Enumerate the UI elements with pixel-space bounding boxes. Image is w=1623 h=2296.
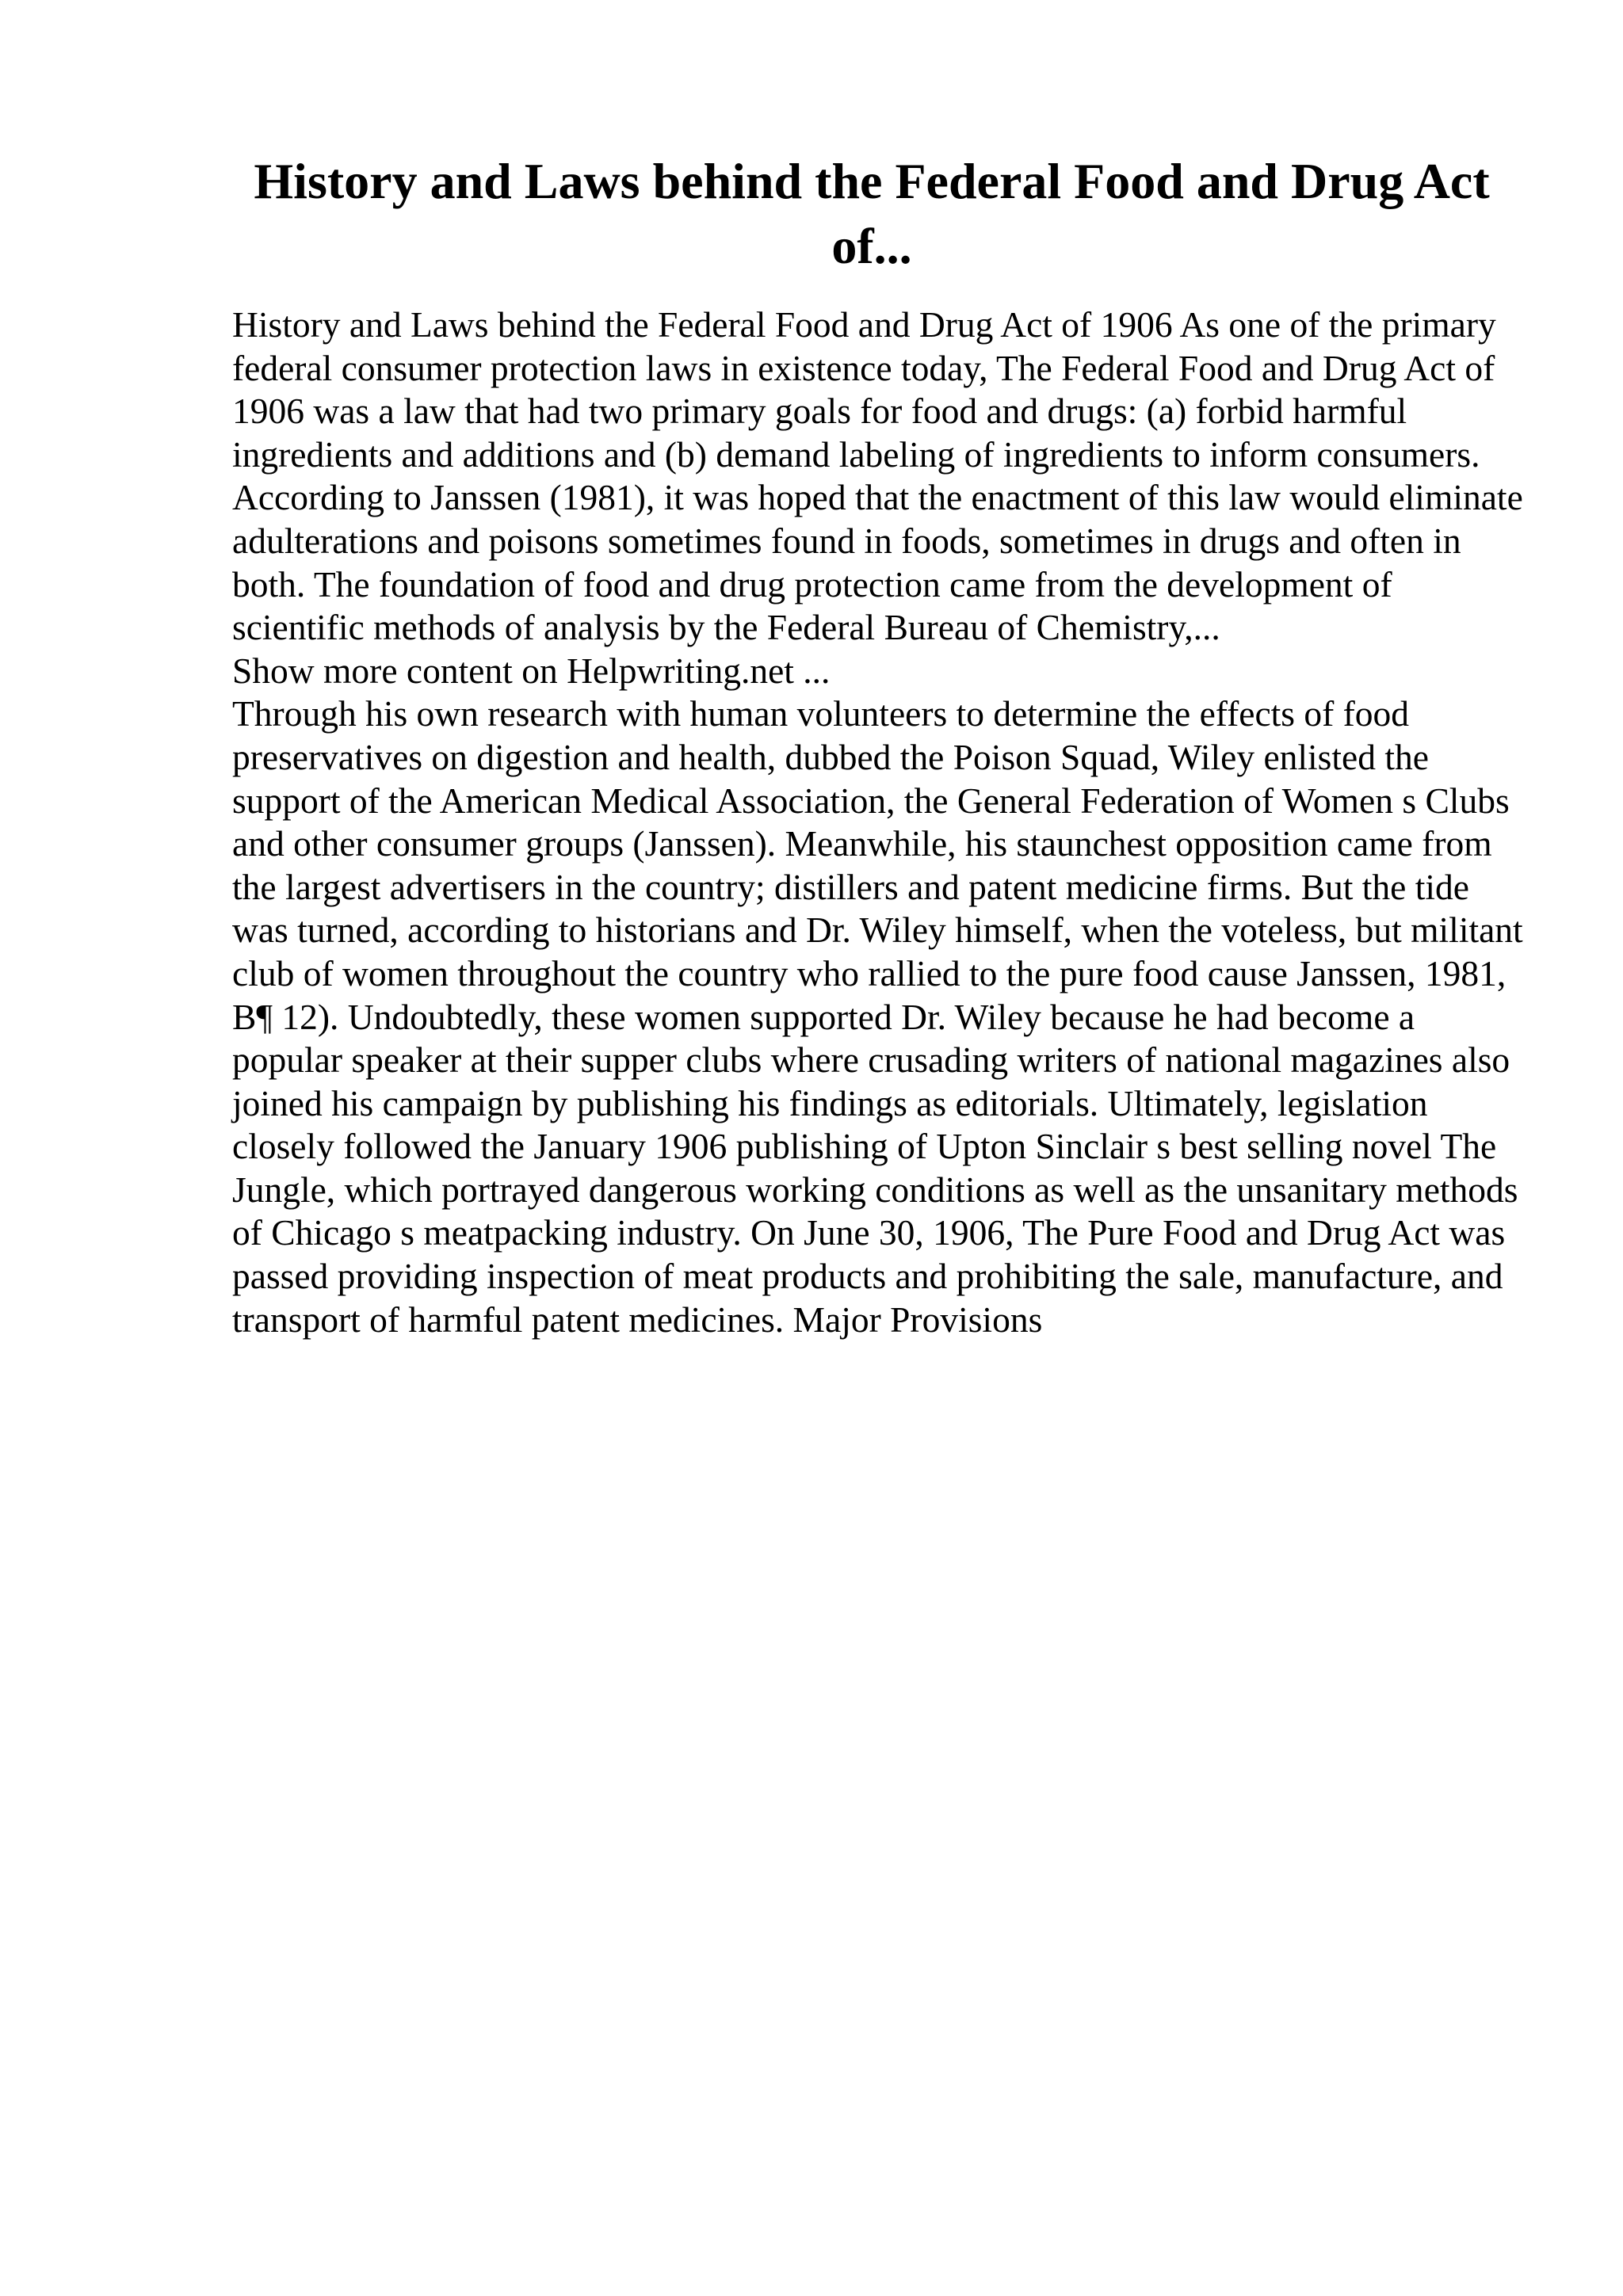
document-title: History and Laws behind the Federal Food and Drug Act of... — [254, 153, 1490, 274]
show-more-line: Show more content on Helpwriting.net ... — [232, 650, 831, 691]
intro-paragraph: History and Laws behind the Federal Food and Drug Act of 1906 As one of the primary federal consumer protection laws in existence today, The Federal Food and Drug Act of 1906 was a law that had two primary goals for food and drugs: (a) forbid harmful ingredients and additions and (b) demand labeling of ingredients to inform consumers. According to Janssen (1981), it was hoped that the enactment of this law would eliminate adulterations and poisons sometimes found in foods, sometimes in drugs and often in both. The foundation of food and drug protection came from the development of scientific methods of analysis by the Federal Bureau of Chemistry,... — [232, 304, 1523, 648]
history-paragraph: Through his own research with human volunteers to determine the effects of food preservatives on digestion and health, dubbed the Poison Squad, Wiley enlisted the support of the American Medical Association, the General Federation of Women s Clubs and other consumer groups (Janssen). Meanwhile, his staunchest opposition came from the largest advertisers in the country; distillers and patent medicine firms. But the tide was turned, according to historians and Dr. Wiley himself, when the voteless, but militant club of women throughout the country who rallied to the pure food cause Janssen, 1981, B¶ 12). Undoubtedly, these women supported Dr. Wiley because he had become a popular speaker at their supper clubs where crusading writers of national magazines also joined his campaign by publishing his findings as editorials. Ultimately, legislation closely followed the January 1906 publishing of Upton Sinclair s best selling novel The Jungle, which portrayed dangerous working conditions as well as the unsanitary methods of Chicago s meatpacking industry. On June 30, 1906, The Pure Food and Drug Act was passed providing inspection of meat products and prohibiting the sale, manufacture, and transport of harmful patent medicines. Major Provisions — [232, 693, 1523, 1340]
document-body — [232, 303, 1532, 1341]
